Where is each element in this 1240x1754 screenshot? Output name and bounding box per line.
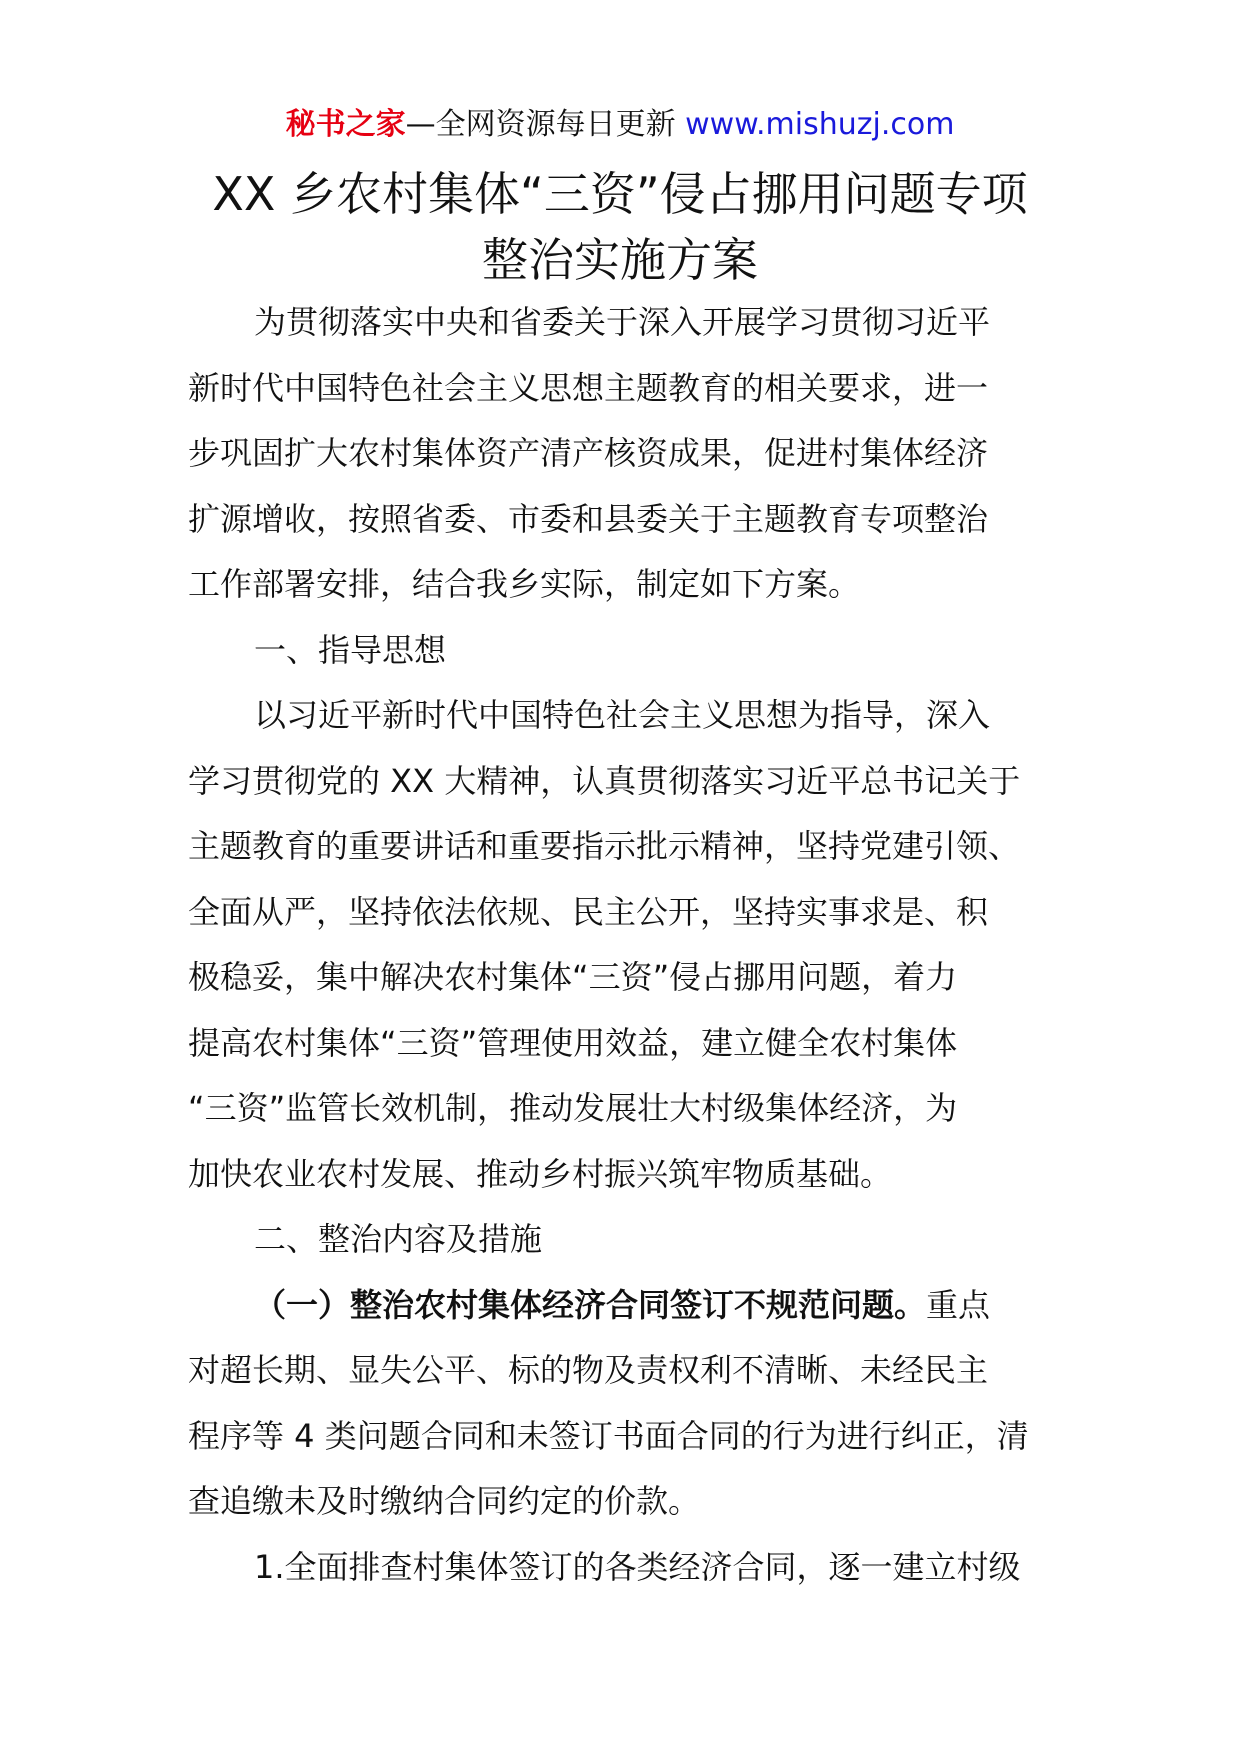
document-title: [150, 162, 1090, 293]
body-line: “三资”监管长效机制，推动发展壮大村级集体经济，为: [188, 1089, 958, 1127]
body-line: 提高农村集体“三资”管理使用效益，建立健全农村集体: [188, 1023, 958, 1062]
title-line-2: 整治实施方案: [482, 232, 758, 287]
body-line: 新时代中国特色社会主义思想主题教育的相关要求，进一: [188, 368, 989, 407]
body-line: 以习近平新时代中国特色社会主义思想为指导，深入: [254, 696, 991, 734]
body-line: 工作部署安排，结合我乡实际，制定如下方案。: [188, 565, 861, 603]
body-line: 主题教育的重要讲话和重要指示批示精神，坚持党建引领、: [188, 827, 1021, 865]
brand-name: 秘书之家: [285, 107, 406, 142]
body-line: 步巩固扩大农村集体资产清产核资成果，促进村集体经济: [188, 434, 989, 472]
banner-tagline: —全网资源每日更新: [405, 107, 686, 142]
body-line: 极稳妥，集中解决农村集体“三资”侵占挪用问题，着力: [188, 958, 958, 996]
subsection-line: [188, 1273, 1068, 1339]
banner-url-link[interactable]: www.mishuzj.com: [685, 107, 955, 142]
body-line: 程序等 4 类问题合同和未签订书面合同的行为进行纠正，清: [188, 1416, 1029, 1455]
body-line: 为贯彻落实中央和省委关于深入开展学习贯彻习近平: [254, 303, 991, 341]
document-body: [188, 290, 1068, 1600]
section-heading-2: 二、整治内容及措施: [254, 1220, 543, 1258]
subsection-text: 重点: [926, 1285, 991, 1324]
body-line: 学习贯彻党的 XX 大精神，认真贯彻落实习近平总书记关于: [188, 761, 1021, 800]
body-line: 扩源增收，按照省委、市委和县委关于主题教育专项整治: [188, 499, 989, 538]
title-line-1: XX 乡农村集体“三资”侵占挪用问题专项: [212, 167, 1028, 221]
body-line: 查追缴未及时缴纳合同约定的价款。: [188, 1482, 701, 1520]
numbered-item-1: 1.全面排查村集体签订的各类经济合同，逐一建立村级: [254, 1547, 1021, 1586]
subsection-heading-1: （一）整治农村集体经济合同签订不规范问题。: [254, 1285, 927, 1324]
body-line: 全面从严，坚持依法依规、民主公开，坚持实事求是、积: [188, 892, 989, 931]
section-heading-1: 一、指导思想: [254, 630, 447, 669]
header-banner: [0, 104, 1240, 146]
body-line: 对超长期、显失公平、标的物及责权利不清晰、未经民主: [188, 1351, 989, 1389]
body-line: 加快农业农村发展、推动乡村振兴筑牢物质基础。: [188, 1154, 893, 1193]
